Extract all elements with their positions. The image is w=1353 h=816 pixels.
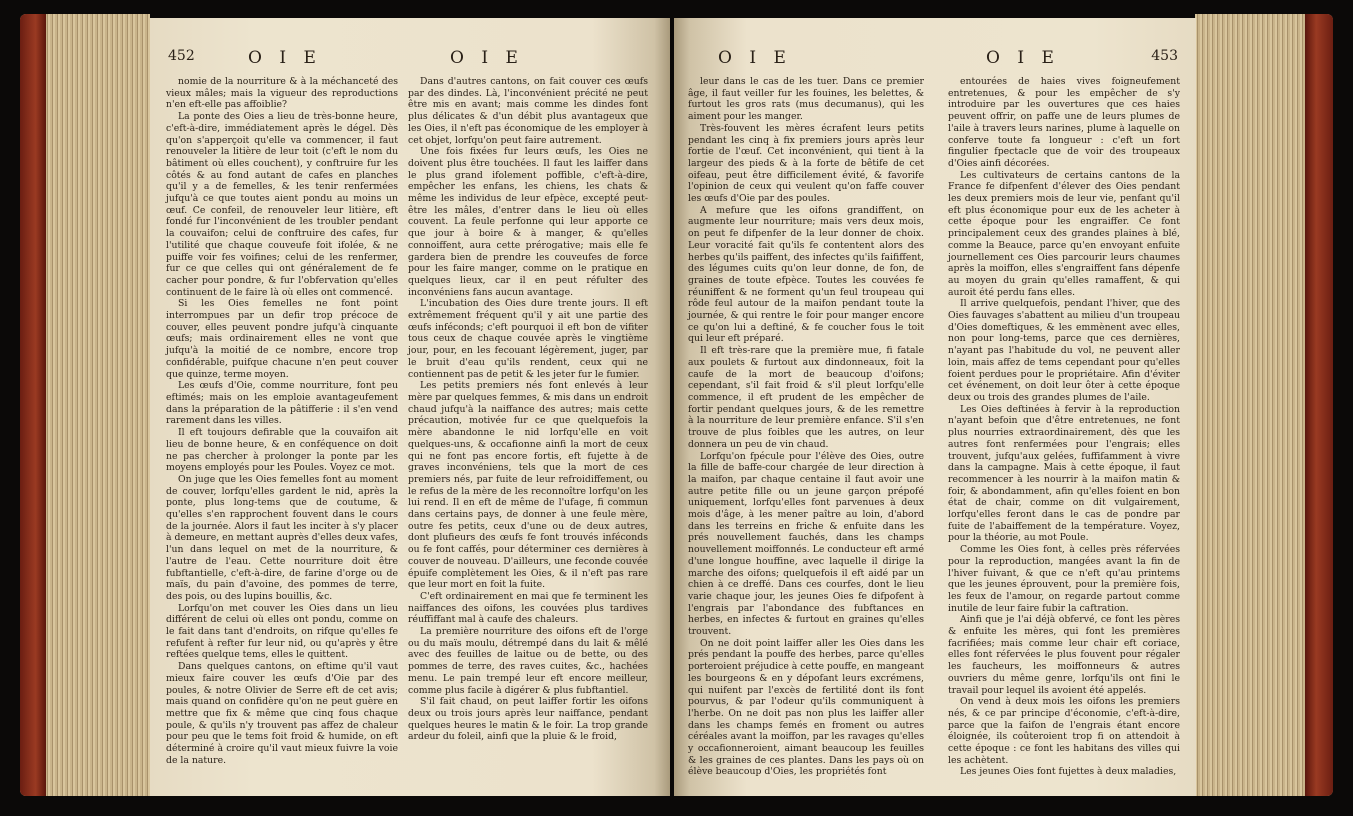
left-column-2 [408,76,648,743]
paragraph: Lorfqu'on fpécule pour l'élève des Oies, outre la fille de baffe-cour chargée de leur direction à la maifon, par chaque centaine il faut avoir une autre petite fille ou un jeune garçon prépofé uniquement, lorfqu'elles font parvenues à deux mois d'âge, à les mener paître au loin, d'abord dans les terreins en friche & enfuite dans les prés nouvellement fauchés, dans les champs nouvellement moiffonnés. Le conducteur eft armé d'une longue houffine, avec laquelle il dirige la marche des oifons; quelquefois il eft aidé par un chien à ce dreffé. Dans ces courfes, dont le lieu varie chaque jour, les jeunes Oies fe difpofent à l'engrais par l'abondance des fubftances en herbes, en infectes & furtout en graines qu'elles trouvent. [688,450,924,638]
right-header-word-2: O I E [986,48,1060,68]
paragraph: Une fois fixées fur leurs œufs, les Oies ne doivent plus être touchées. Il faut les laiffer dans le plus grand ifolement poffible, c'eft-à-dire, empêcher les enfans, les chiens, les chats & même les individus de leur efpèce, excepté peut-être les mâles, d'entrer dans le lieu où elles couvent. La feule perfonne qui leur apporte ce que jour à boire & à manger, & qu'elles connoiffent, aura cette prérogative; mais elle fe gardera bien de prendre les couveufes de force pour les faire manger, comme on le pratique en quelques lieux, car il en peut réfulter des inconvéniens fans aucun avantage. [408,146,648,298]
right-page [674,18,1196,796]
paragraph: Les cultivateurs de certains cantons de la France fe difpenfent d'élever des Oies pendant les deux premiers mois de leur vie, penfant qu'il eft plus économique pour eux de les acheter à cette époque pour les engraiffer. Ce font principalement ceux des grandes plaines à blé, comme la Beauce, parce qu'en envoyant enfuite journellement ces Oies parcourir leurs chaumes après la moiffon, elles s'engraiffent fans dépenfe au moyen du grain qu'elles ramaffent, & qui auroit été perdu fans elles. [948,169,1180,298]
left-header-word-1: O I E [248,48,322,68]
right-page-number: 453 [1151,48,1178,64]
paragraph: leur dans le cas de les tuer. Dans ce premier âge, il faut veiller fur les fouines, les belettes, & furtout les gros rats (mus decumanus), qui les aiment pour les manger. [688,76,924,123]
paragraph: S'il fait chaud, on peut laiffer fortir les oifons deux ou trois jours après leur naiffance, pendant quelques heures le matin & le foir. La trop grande ardeur du foleil, ainfi que la pluie & le froid, [408,696,648,743]
paragraph: On ne doit point laiffer aller les Oies dans les prés pendant la pouffe des herbes, parce qu'elles porteroient préjudice à cette pouffe, en mangeant les bourgeons & en y dépofant leurs excrémens, qui nuifent par l'excès de fertilité dont ils font pourvus, & par l'odeur qu'ils communiquent à l'herbe. On ne doit pas non plus les laiffer aller dans les champs femés en froment ou autres céréales avant la moiffon, par les ravages qu'elles y occafionneroient, aimant beaucoup les feuilles & les graines de ces plantes. Dans les pays où on élève beaucoup d'Oies, les propriétés font [688,637,924,778]
paragraph: Les Oies deftinées à fervir à la reproduction n'ayant befoin que d'être entretenues, ne font plus nourries extraordinairement, dès que les autres font renfermées pour l'engrais; elles trouvent, jufqu'aux gelées, fuffifamment à vivre dans la campagne. Mais à cette époque, il faut recommencer à les nourrir à la maifon matin & foir, & abondamment, afin qu'elles foient en bon état de chair, comme on dit vulgairement, lorfqu'elles feront dans le cas de pondre par fuite de l'abaiffement de la température. Voyez, pour la théorie, au mot Poule. [948,403,1180,544]
paragraph: Les œufs d'Oie, comme nourriture, font peu eftimés; mais on les emploie avantageufement dans la préparation de la pâtifferie : il s'en vend rarement dans les villes. [166,380,398,427]
right-column-1 [688,76,924,778]
paragraph: Il arrive quelquefois, pendant l'hiver, que des Oies fauvages s'abattent au milieu d'un troupeau d'Oies domeftiques, & les emmènent avec elles, non pour long-tems, parce que ces dernières, n'ayant pas l'habitude du vol, ne peuvent aller loin, mais affez de tems cependant pour qu'elles foient perdues pour le propriétaire. Afin d'éviter cet événement, on doit leur ôter à cette époque deux ou trois des grandes plumes de l'aile. [948,298,1180,403]
paragraph: entourées de haies vives foigneufement entretenues, & pour les empêcher de s'y introduire par les ouvertures que ces haies peuvent offrir, on paffe une de leurs plumes de l'aile à travers leurs narines, plume à laquelle on conferve toute fa longueur : c'eft un fort fingulier fpectacle que de voir des troupeaux d'Oies ainfi décorées. [948,76,1180,169]
paragraph: On vend à deux mois les oifons les premiers nés, & ce par principe d'économie, c'eft-à-dire, parce que la faifon de l'engrais étant encore éloignée, ils coûteroient trop fi on attendoit à cette époque : ce font les habitans des villes qui les achètent. [948,696,1180,766]
paragraph: Les jeunes Oies font fujettes à deux maladies, [960,766,1177,778]
left-column-1 [166,76,398,766]
paragraph: Les petits premiers nés font enlevés à leur mère par quelques femmes, & mis dans un endroit chaud jufqu'à la naiffance des autres; mais cette précaution, motivée fur ce que quelquefois la mère abandonne le nid lorfqu'elle en voit quelques-uns, & occafionne ainfi la mort de ceux qui ne font pas encore fortis, eft fujette à de graves inconvéniens, tels que la mort de ces premiers nés, par fuite de leur refroidiffement, ou le refus de la mère de les reconnoître lorfqu'on les lui rend. Il en eft de même de l'ufage, fi commun dans certains pays, de donner à une feule mère, outre fes petits, ceux d'une ou de deux autres, dont plufieurs des œufs fe font trouvés inféconds ou fe font caffés, pour déterminer ces dernières à couver de nouveau. D'ailleurs, une feconde couvée épuife complètement les Oies, & il n'eft pas rare que leur mort en foit la fuite. [408,380,648,591]
paragraph: Lorfqu'on met couver les Oies dans un lieu différent de celui où elles ont pondu, comme on le fait dans tant d'endroits, on rifque qu'elles fe refufent à refter fur leur nid, ou qu'après y être reftées quelque tems, elles le quittent. [166,602,398,661]
left-page-edges [20,14,150,796]
paragraph: Si les Oies femelles ne font point interrompues par un defir trop précoce de couver, elles peuvent pondre jufqu'à cinquante œufs; mais ordinairement elles ne vont que jufqu'à la moitié de ce nombre, encore trop confidérable, puifque chacune n'en peut couver que quinze, terme moyen. [166,298,398,380]
paragraph: Ainfi que je l'ai déjà obfervé, ce font les pères & enfuite les mères, qui font les premières facrifiées; mais comme leur chair eft coriace, elles font réfervées le plus fouvent pour régaler les faucheurs, les moiffonneurs & autres ouvriers du même genre, lorfqu'ils ont fini le travail pour lequel ils avoient été appelés. [948,614,1180,696]
paragraph: Comme les Oies font, à celles près réfervées pour la reproduction, mangées avant la fin de l'hiver fuivant, & que ce n'eft qu'au printems que les jeunes éprouvent, pour la première fois, les feux de l'amour, on regarde partout comme inutile de leur faire fubir la caftration. [948,544,1180,614]
paragraph: La première nourriture des oifons eft de l'orge ou du maïs moulu, détrempé dans du lait & mêlé avec des feuilles de laitue ou de bette, ou des pommes de terre, des raves cuites, &c., hachées menu. Le pain trempé leur eft encore meilleur, comme plus facile à digérer & plus fubftantiel. [408,626,648,696]
left-header-word-2: O I E [450,48,524,68]
paragraph: A mefure que les oifons grandiffent, on augmente leur nourriture; mais vers deux mois, on peut fe difpenfer de la leur donner de choix. Leur voracité fait qu'ils fe contentent alors des herbes qu'ils paiffent, des infectes qu'ils faififfent, des légumes cuits qu'on leur donne, de fon, de graines de toute efpèce. Toutes les couvées fe réuniffent & ne forment qu'un feul troupeau qui rôde feul autour de la maifon pendant toute la journée, & qui rentre le foir pour manger encore ce qu'on lui a deftiné, & fe coucher fous le toit qui leur eft préparé. [688,204,924,345]
paragraph: On juge que les Oies femelles font au moment de couver, lorfqu'elles gardent le nid, après la ponte, plus long-tems que de coutume, & qu'elles s'en rapprochent fouvent dans le cours de la journée. Alors il faut les inciter à s'y placer à demeure, en mettant auprès d'elles deux vafes, l'un dans lequel on met de la nourriture, & l'autre de l'eau. Cette nourriture doit être fubftantielle, c'eft-à-dire, de farine d'orge ou de maïs, du pain d'avoine, des pommes de terre, des pois, ou des lupins bouillis, &c. [166,473,399,602]
paragraph: L'incubation des Oies dure trente jours. Il eft extrêmement fréquent qu'il y ait une partie des œufs inféconds; c'eft pourquoi il eft bon de vifiter tous ceux de chaque couvée après le vingtième jour, pour, en les fecouant légèrement, juger, par le bruit d'eau qu'ils rendent, ceux qui ne contiennent pas de petit & les jeter fur le fumier. [408,298,648,380]
paragraph: C'eft ordinairement en mai que fe terminent les naiffances des oifons, les couvées plus tardives réuffiffant mal à caufe des chaleurs. [408,590,648,626]
left-page [150,18,670,796]
paragraph: Très-fouvent les mères écrafent leurs petits pendant les cinq à fix premiers jours après leur fortie de l'œuf. Cet inconvénient, qui tient à la largeur des pieds & à la forte de bêtife de cet oifeau, peut être difficilement évité, & favorife l'opinion de ceux qui veulent qu'on faffe couver les œufs d'Oie par des poules. [688,122,924,205]
right-page-edges [1195,14,1333,796]
paragraph: Dans quelques cantons, on eftime qu'il vaut mieux faire couver les œufs d'Oie par des poules, & notre Olivier de Serre eft de cet avis; mais quand on confidère qu'on ne peut guère en mettre que fix & même que cinq fous chaque poule, & qu'ils n'y trouvent pas affez de chaleur pour peu que le tems foit froid & humide, on eft déterminé à croire qu'il vaut mieux fuivre la voie de la nature. [166,661,398,766]
paragraph: Dans d'autres cantons, on fait couver ces œufs par des dindes. Là, l'inconvénient précité ne peut être mis en avant; mais comme les dindes font plus délicates & d'un débit plus avantageux que les Oies, il n'eft pas économique de les employer à cet objet, lorfqu'on peut faire autrement. [408,76,648,146]
paragraph: nomie de la nourriture & à la méchanceté des vieux mâles; mais la vigueur des reproductions n'en eft-elle pas affoiblie? [166,76,398,111]
left-running-head [150,48,670,70]
paragraph: Il eft très-rare que la première mue, fi fatale aux poulets & furtout aux dindonneaux, foit la caufe de la mort de beaucoup d'oifons; cependant, s'il fait froid & s'il pleut lorfqu'elle commence, il eft prudent de les empêcher de fortir pendant quelques jours, & de les remettre à la nourriture de leur première enfance. S'il s'en trouve de plus foibles que les autres, on leur donnera un peu de vin chaud. [688,345,924,450]
left-page-number: 452 [168,48,195,64]
paragraph: Il eft toujours defirable que la couvaifon ait lieu de bonne heure, & en conféquence on doit ne pas chercher à prolonger la ponte par les moyens employés pour les Poules. Voyez ce mot. [166,427,398,474]
right-running-head [674,48,1196,70]
right-column-2 [948,76,1180,778]
paragraph: La ponte des Oies a lieu de très-bonne heure, c'eft-à-dire, immédiatement après le dégel. Dès qu'on s'apperçoit qu'elle va commencer, il faut renouveler la litière de leur toit (c'eft le nom du bâtiment où elles couchent), y conftruire fur les côtés & au fond autant de cafes en planches qu'il y a de femelles, & les tenir renfermées jufqu'à ce que toutes aient pondu au moins un œuf. Ce confeil, de renouveler leur litière, eft fondé fur l'inconvénient de les troubler pendant la couvaifon; celui de conftruire des cafes, fur l'utilité que chaque couveufe foit ifolée, & ne puiffe voir fes voifines; celui de les renfermer, fur ce que celles qui ont généralement de fe cacher pour pondre, & fur l'obfervation qu'elles continuent de le faire là où elles ont commencé. [166,111,398,298]
right-header-word-1: O I E [718,48,792,68]
